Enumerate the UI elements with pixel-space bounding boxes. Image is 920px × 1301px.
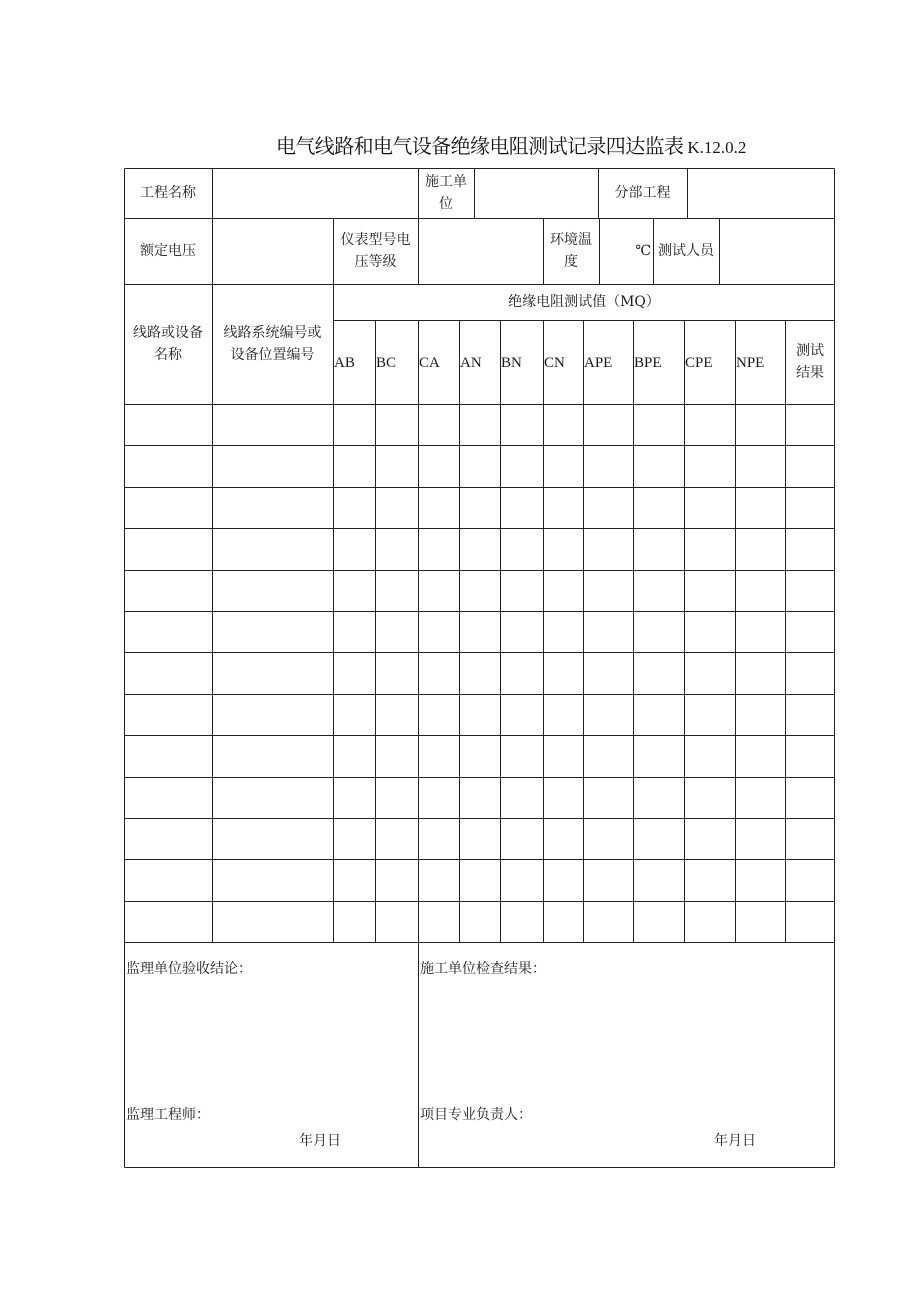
table-cell[interactable]: [213, 529, 333, 570]
table-cell[interactable]: [501, 695, 543, 735]
table-cell[interactable]: [419, 653, 459, 694]
col-header-ab: AB: [334, 355, 355, 371]
table-cell[interactable]: [125, 571, 212, 611]
table-cell[interactable]: [501, 529, 543, 570]
resistance-group-header: 绝缘电阻测试值（MQ）: [508, 294, 660, 310]
table-cell[interactable]: [501, 446, 543, 487]
document-header: [276, 130, 856, 160]
table-cell[interactable]: [213, 571, 333, 611]
table-cell[interactable]: [634, 612, 684, 652]
table-cell[interactable]: [584, 778, 633, 818]
table-cell[interactable]: [544, 902, 583, 942]
col-circuit-header: 线路或设备名称: [133, 325, 203, 363]
table-cell[interactable]: [544, 653, 583, 694]
table-cell[interactable]: [584, 902, 633, 942]
project-name-label: 工程名称: [140, 185, 196, 201]
table-cell[interactable]: [460, 488, 500, 528]
table-cell[interactable]: [125, 860, 212, 901]
table-cell[interactable]: [584, 653, 633, 694]
table-cell[interactable]: [685, 488, 735, 528]
table-cell[interactable]: [634, 860, 684, 901]
construction-unit-field[interactable]: [474, 168, 598, 218]
table-cell[interactable]: [501, 860, 543, 901]
construction-check-label: 施工单位检查结果：: [420, 961, 546, 977]
table-cell[interactable]: [125, 529, 212, 570]
table-cell[interactable]: [584, 612, 633, 652]
table-cell[interactable]: [213, 488, 333, 528]
table-cell[interactable]: [634, 488, 684, 528]
table-cell[interactable]: [376, 653, 418, 694]
table-cell[interactable]: [736, 612, 785, 652]
col-header-cpe: CPE: [685, 355, 713, 371]
table-cell[interactable]: [634, 819, 684, 859]
table-cell[interactable]: [544, 695, 583, 735]
col-result-header: 测试结果: [796, 343, 824, 381]
table-cell[interactable]: [685, 736, 735, 777]
table-cell[interactable]: [501, 653, 543, 694]
table-cell[interactable]: [460, 778, 500, 818]
meter-model-label: 仪表型号电压等级: [340, 232, 411, 270]
table-cell[interactable]: [786, 860, 835, 901]
table-cell[interactable]: [460, 529, 500, 570]
table-cell[interactable]: [685, 860, 735, 901]
table-cell[interactable]: [125, 446, 212, 487]
table-cell[interactable]: [334, 695, 375, 735]
table-cell[interactable]: [334, 902, 375, 942]
table-cell[interactable]: [376, 860, 418, 901]
col-header-cn: CN: [544, 355, 565, 371]
table-cell[interactable]: [685, 902, 735, 942]
table-cell[interactable]: [213, 860, 333, 901]
table-cell[interactable]: [334, 446, 375, 487]
table-cell[interactable]: [685, 529, 735, 570]
table-cell[interactable]: [685, 571, 735, 611]
table-cell[interactable]: [544, 612, 583, 652]
table-cell[interactable]: [460, 695, 500, 735]
table-cell[interactable]: [786, 819, 835, 859]
ambient-temp-field[interactable]: [599, 218, 653, 284]
table-cell[interactable]: [376, 778, 418, 818]
rated-voltage-field[interactable]: [212, 218, 333, 284]
table-cell[interactable]: [419, 529, 459, 570]
table-cell[interactable]: [419, 902, 459, 942]
table-cell[interactable]: [584, 819, 633, 859]
supervision-conclusion-label: 监理单位验收结论：: [126, 961, 252, 977]
table-cell[interactable]: [419, 778, 459, 818]
supervision-date-label: 年月日: [299, 1133, 341, 1149]
table-cell[interactable]: [544, 778, 583, 818]
table-cell[interactable]: [634, 778, 684, 818]
col-system-header: 线路系统编号或设备位置编号: [223, 325, 322, 363]
tester-label: 测试人员: [658, 243, 714, 259]
table-cell[interactable]: [460, 860, 500, 901]
table-cell[interactable]: [584, 736, 633, 777]
table-cell[interactable]: [736, 529, 785, 570]
table-cell[interactable]: [125, 653, 212, 694]
construction-unit-label: 施工单位: [425, 174, 467, 212]
table-cell[interactable]: [584, 446, 633, 487]
table-cell[interactable]: [213, 902, 333, 942]
insulation-test-form: [124, 168, 835, 1168]
table-cell[interactable]: [736, 778, 785, 818]
table-cell[interactable]: [419, 405, 459, 445]
table-cell[interactable]: [736, 902, 785, 942]
meter-model-field[interactable]: [418, 218, 543, 284]
table-cell[interactable]: [634, 405, 684, 445]
col-header-an: AN: [460, 355, 482, 371]
temp-unit: ℃: [635, 243, 651, 259]
table-cell[interactable]: [460, 405, 500, 445]
table-cell[interactable]: [584, 488, 633, 528]
table-cell[interactable]: [634, 571, 684, 611]
table-cell[interactable]: [634, 736, 684, 777]
table-cell[interactable]: [584, 529, 633, 570]
table-cell[interactable]: [786, 571, 835, 611]
table-cell[interactable]: [125, 612, 212, 652]
table-cell[interactable]: [213, 446, 333, 487]
table-cell[interactable]: [334, 819, 375, 859]
table-cell[interactable]: [334, 571, 375, 611]
table-cell[interactable]: [460, 819, 500, 859]
table-cell[interactable]: [460, 653, 500, 694]
ambient-temp-label: 环境温度: [550, 232, 592, 270]
table-cell[interactable]: [685, 819, 735, 859]
table-cell[interactable]: [736, 446, 785, 487]
table-cell[interactable]: [544, 529, 583, 570]
table-cell[interactable]: [213, 736, 333, 777]
table-cell[interactable]: [736, 819, 785, 859]
table-cell[interactable]: [786, 446, 835, 487]
table-cell[interactable]: [736, 695, 785, 735]
table-cell[interactable]: [634, 529, 684, 570]
table-cell[interactable]: [213, 612, 333, 652]
sub-project-field[interactable]: [687, 168, 835, 218]
table-cell[interactable]: [501, 488, 543, 528]
tester-field[interactable]: [719, 218, 835, 284]
sub-project-label: 分部工程: [614, 185, 671, 201]
col-header-bpe: BPE: [634, 355, 662, 371]
table-cell[interactable]: [544, 860, 583, 901]
supervision-engineer-label: 监理工程师：: [126, 1107, 210, 1123]
col-header-ca: CA: [419, 355, 440, 371]
table-cell[interactable]: [125, 902, 212, 942]
table-cell[interactable]: [544, 446, 583, 487]
form-code: K.12.0.2: [687, 138, 747, 157]
table-cell[interactable]: [334, 529, 375, 570]
table-cell[interactable]: [736, 860, 785, 901]
table-cell[interactable]: [501, 778, 543, 818]
table-cell[interactable]: [786, 695, 835, 735]
table-cell[interactable]: [334, 860, 375, 901]
table-cell[interactable]: [685, 446, 735, 487]
table-cell[interactable]: [125, 488, 212, 528]
table-cell[interactable]: [419, 695, 459, 735]
table-cell[interactable]: [460, 736, 500, 777]
table-cell[interactable]: [376, 405, 418, 445]
table-cell[interactable]: [634, 695, 684, 735]
table-cell[interactable]: [376, 902, 418, 942]
col-header-ape: APE: [584, 355, 613, 371]
table-cell[interactable]: [419, 860, 459, 901]
table-cell[interactable]: [419, 446, 459, 487]
table-cell[interactable]: [634, 446, 684, 487]
table-cell[interactable]: [213, 778, 333, 818]
table-cell[interactable]: [786, 488, 835, 528]
table-cell[interactable]: [419, 571, 459, 611]
table-cell[interactable]: [501, 819, 543, 859]
table-cell[interactable]: [544, 405, 583, 445]
table-cell[interactable]: [685, 778, 735, 818]
table-cell[interactable]: [419, 488, 459, 528]
table-cell[interactable]: [786, 778, 835, 818]
table-cell[interactable]: [419, 819, 459, 859]
table-cell[interactable]: [376, 736, 418, 777]
table-cell[interactable]: [501, 902, 543, 942]
document-title: 电气线路和电气设备绝缘电阻测试记录四达监表: [276, 134, 684, 158]
table-cell[interactable]: [334, 488, 375, 528]
table-cell[interactable]: [376, 529, 418, 570]
table-cell[interactable]: [213, 819, 333, 859]
table-cell[interactable]: [501, 736, 543, 777]
table-cell[interactable]: [685, 405, 735, 445]
table-cell[interactable]: [584, 405, 633, 445]
table-cell[interactable]: [786, 902, 835, 942]
table-cell[interactable]: [125, 778, 212, 818]
col-header-bn: BN: [501, 355, 522, 371]
table-cell[interactable]: [460, 612, 500, 652]
table-cell[interactable]: [376, 612, 418, 652]
table-cell[interactable]: [376, 571, 418, 611]
table-cell[interactable]: [125, 819, 212, 859]
table-cell[interactable]: [213, 405, 333, 445]
construction-date-label: 年月日: [714, 1133, 756, 1149]
project-manager-label: 项目专业负责人：: [420, 1107, 532, 1123]
table-cell[interactable]: [685, 695, 735, 735]
rated-voltage-label: 额定电压: [140, 243, 196, 259]
table-cell[interactable]: [334, 778, 375, 818]
table-cell[interactable]: [544, 488, 583, 528]
construction-check-field[interactable]: [418, 980, 835, 1100]
table-cell[interactable]: [584, 695, 633, 735]
table-cell[interactable]: [584, 860, 633, 901]
table-cell[interactable]: [376, 695, 418, 735]
table-cell[interactable]: [786, 405, 835, 445]
table-cell[interactable]: [460, 446, 500, 487]
project-name-field[interactable]: [212, 168, 418, 218]
table-cell[interactable]: [213, 653, 333, 694]
table-cell[interactable]: [125, 695, 212, 735]
table-cell[interactable]: [786, 612, 835, 652]
table-cell[interactable]: [634, 653, 684, 694]
table-cell[interactable]: [460, 902, 500, 942]
table-cell[interactable]: [786, 653, 835, 694]
table-cell[interactable]: [125, 736, 212, 777]
table-cell[interactable]: [334, 653, 375, 694]
table-cell[interactable]: [736, 736, 785, 777]
table-cell[interactable]: [334, 612, 375, 652]
table-cell[interactable]: [460, 571, 500, 611]
table-cell[interactable]: [334, 736, 375, 777]
table-cell[interactable]: [786, 736, 835, 777]
table-cell[interactable]: [213, 695, 333, 735]
col-header-bc: BC: [376, 355, 397, 371]
table-cell[interactable]: [685, 612, 735, 652]
table-cell[interactable]: [501, 405, 543, 445]
supervision-conclusion-field[interactable]: [124, 980, 418, 1100]
table-cell[interactable]: [419, 736, 459, 777]
table-cell[interactable]: [736, 488, 785, 528]
table-cell[interactable]: [544, 819, 583, 859]
table-cell[interactable]: [786, 529, 835, 570]
table-cell[interactable]: [736, 571, 785, 611]
table-cell[interactable]: [419, 612, 459, 652]
table-cell[interactable]: [376, 819, 418, 859]
table-cell[interactable]: [544, 736, 583, 777]
table-cell[interactable]: [584, 571, 633, 611]
table-cell[interactable]: [334, 405, 375, 445]
col-header-npe: NPE: [736, 355, 765, 371]
table-cell[interactable]: [736, 653, 785, 694]
table-cell[interactable]: [544, 571, 583, 611]
table-cell[interactable]: [685, 653, 735, 694]
table-cell[interactable]: [501, 612, 543, 652]
table-cell[interactable]: [376, 446, 418, 487]
table-cell[interactable]: [125, 405, 212, 445]
table-cell[interactable]: [376, 488, 418, 528]
table-cell[interactable]: [736, 405, 785, 445]
table-cell[interactable]: [501, 571, 543, 611]
table-cell[interactable]: [634, 902, 684, 942]
